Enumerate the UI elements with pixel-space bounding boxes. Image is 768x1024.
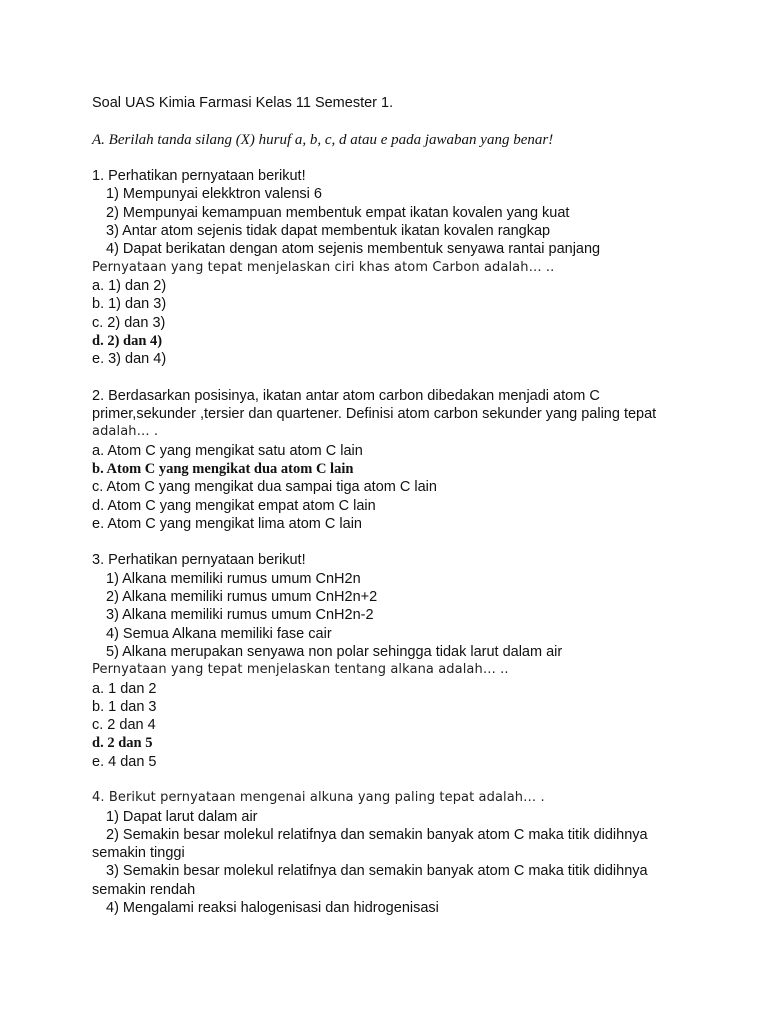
question-2-option-e: e. Atom C yang mengikat lima atom C lain [92, 515, 362, 532]
question-1-option-e: e. 3) dan 4) [92, 351, 167, 368]
question-3-text: 3. Perhatikan pernyataan berikut! [92, 552, 306, 569]
question-3-prompt: Pernyataan yang tepat menjelaskan tentang alkana adalah… .. [92, 662, 509, 678]
question-2-option-b-answer: b. Atom C yang mengikat dua atom C lain [92, 460, 354, 477]
question-3-option-d-answer: d. 2 dan 5 [92, 735, 153, 752]
question-3-statement: 5) Alkana merupakan senyawa non polar sehingga tidak larut dalam air [106, 643, 563, 660]
question-2-text: primer,sekunder ,tersier dan quartener. Definisi atom carbon sekunder yang paling tepat [92, 406, 657, 423]
question-1-option-d-answer: d. 2) dan 4) [92, 332, 163, 349]
spacer [92, 771, 728, 789]
document-title: Soal UAS Kimia Farmasi Kelas 11 Semester 1. [92, 95, 394, 111]
question-2-option-d: d. Atom C yang mengikat empat atom C lain [92, 497, 376, 514]
spacer [92, 368, 728, 386]
question-4-statement: 1) Dapat larut dalam air [106, 808, 258, 825]
question-3-option-b: b. 1 dan 3 [92, 698, 157, 715]
question-3-statement: 2) Alkana memiliki rumus umum CnH2n+2 [106, 589, 378, 606]
section-instruction: A. Berilah tanda silang (X) huruf a, b, c, d atau e pada jawaban yang benar! [92, 131, 554, 148]
question-3-option-a: a. 1 dan 2 [92, 680, 157, 697]
question-4-statement-continued: semakin tinggi [92, 845, 185, 862]
question-1-option-c: c. 2) dan 3) [92, 314, 166, 331]
question-1-statement: 3) Antar atom sejenis tidak dapat membentuk ikatan kovalen rangkap [106, 223, 551, 240]
question-4-statement: 2) Semakin besar molekul relatifnya dan semakin banyak atom C maka titik didihnya [106, 826, 648, 843]
question-2-option-c: c. Atom C yang mengikat dua sampai tiga atom C lain [92, 479, 437, 496]
question-1-statement: 4) Dapat berikatan dengan atom sejenis membentuk senyawa rantai panjang [106, 241, 601, 258]
question-3-statement: 3) Alkana memiliki rumus umum CnH2n-2 [106, 607, 374, 624]
question-1-statement: 1) Mempunyai elekktron valensi 6 [106, 186, 322, 203]
question-2-text: 2. Berdasarkan posisinya, ikatan antar atom carbon dibedakan menjadi atom C [92, 387, 600, 404]
question-3-option-e: e. 4 dan 5 [92, 753, 157, 770]
question-2-text: adalah… . [92, 424, 159, 440]
question-1-prompt: Pernyataan yang tepat menjelaskan ciri khas atom Carbon adalah… .. [92, 259, 555, 275]
spacer [92, 112, 728, 130]
question-1-statement: 2) Mempunyai kemampuan membentuk empat ikatan kovalen yang kuat [106, 204, 570, 221]
question-4-statement-continued: semakin rendah [92, 881, 196, 898]
question-4 [92, 789, 728, 917]
spacer [92, 149, 728, 167]
question-2-option-a: a. Atom C yang mengikat satu atom C lain [92, 442, 363, 459]
question-2 [92, 387, 728, 533]
question-1-option-b: b. 1) dan 3) [92, 296, 167, 313]
question-1-option-a: a. 1) dan 2) [92, 277, 167, 294]
question-3-option-c: c. 2 dan 4 [92, 717, 156, 734]
question-3-statement: 1) Alkana memiliki rumus umum CnH2n [106, 570, 361, 587]
question-1 [92, 167, 728, 368]
question-1-text: 1. Perhatikan pernyataan berikut! [92, 168, 306, 185]
question-4-statement: 3) Semakin besar molekul relatifnya dan semakin banyak atom C maka titik didihnya [106, 863, 648, 880]
question-4-text: 4. Berikut pernyataan mengenai alkuna yang paling tepat adalah… . [92, 790, 545, 806]
question-3 [92, 551, 728, 771]
spacer [92, 533, 728, 551]
question-4-statement: 4) Mengalami reaksi halogenisasi dan hidrogenisasi [106, 900, 439, 917]
question-3-statement: 4) Semua Alkana memiliki fase cair [106, 625, 332, 642]
